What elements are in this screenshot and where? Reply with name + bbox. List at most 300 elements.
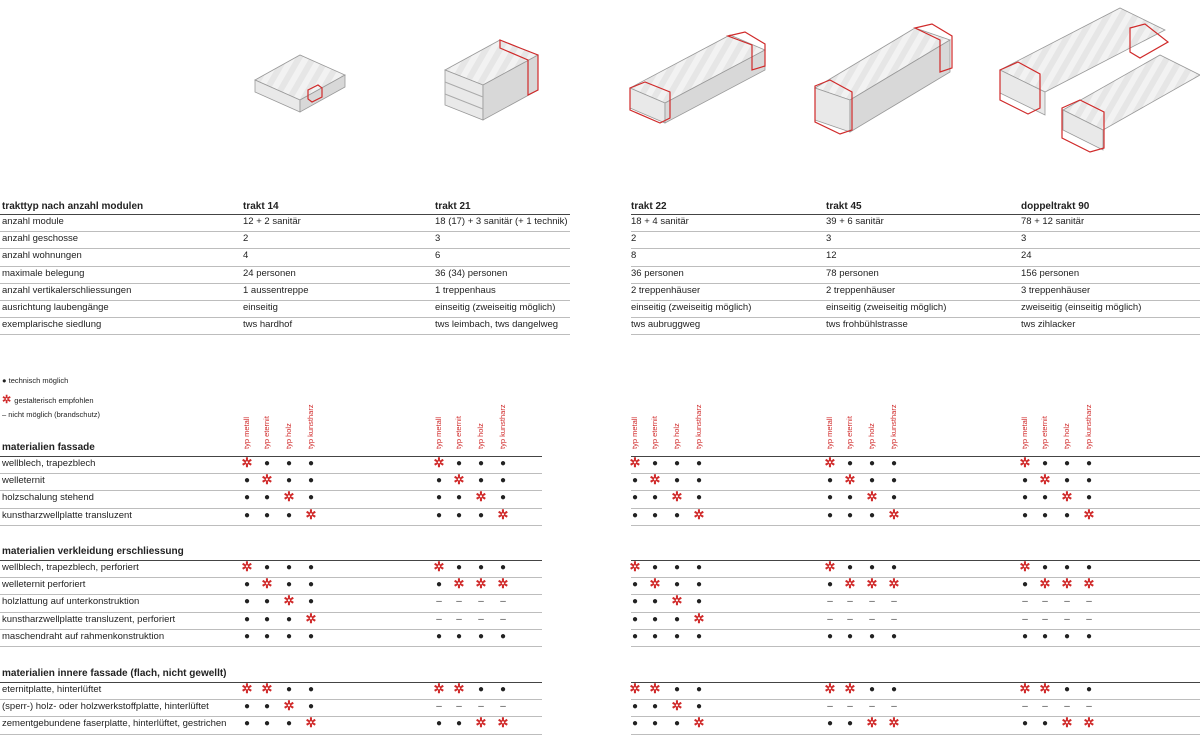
table-cell: tws zihlacker [1021,319,1076,331]
legend-dot: ● technisch möglich [2,376,69,385]
star-icon: ✲ [261,576,273,592]
dash-icon: – [500,613,506,625]
section-rule [0,456,542,457]
row-rule [631,231,1200,232]
dot-icon: ● [1041,718,1049,730]
material-type-label: typ metall [1020,416,1029,449]
dot-icon: ● [1085,458,1093,469]
row-rule [631,317,1200,318]
dot-icon: ● [651,596,659,608]
dot-icon: ● [263,613,271,625]
material-type-label: typ kunstharz [694,404,703,449]
dot-icon: ● [1063,684,1071,695]
star-icon: ✲ [497,715,509,731]
building-illustrations [0,0,1200,180]
table-cell: tws aubruggweg [631,319,701,331]
star-icon: ✲ [693,610,705,626]
dot-icon: ● [631,613,639,625]
dot-icon: ● [695,596,703,608]
table-cell: tws frohbühlstrasse [826,319,908,331]
dash-icon: – [1022,613,1028,625]
trakt-22-drawing [630,32,765,123]
header-rule [0,214,570,215]
dot-icon: ● [1041,509,1049,521]
dot-icon: ● [285,458,293,469]
row-rule [0,300,570,301]
dash-icon: – [1042,701,1048,713]
star-icon: ✲ [453,576,465,592]
dot-icon: ● [826,630,834,642]
dot-icon: ● [1085,562,1093,573]
material-row-label: eternitplatte, hinterlüftet [2,684,102,695]
row-label: exemplarische siedlung [2,319,102,331]
dot-icon: ● [695,630,703,642]
column-heading: doppeltrakt 90 [1021,201,1090,212]
row-rule [631,490,1200,491]
dash-icon: – [1086,701,1092,713]
table-cell: 12 [826,250,837,262]
table-cell: 2 treppenhäuser [826,284,896,296]
material-row-label: welleternit [2,475,45,487]
dash-icon: – [478,613,484,625]
trakt-21-drawing [445,40,538,120]
star-icon: ✲ [305,506,317,522]
dot-icon: ● [263,718,271,730]
table-cell: 39 + 6 sanitär [826,216,884,227]
dot-icon: ● [826,509,834,521]
dot-icon: ● [1021,579,1029,591]
dot-icon: ● [243,613,251,625]
table-cell: 18 + 4 sanitär [631,216,689,227]
dot-icon: ● [890,492,898,504]
table-cell: 12 + 2 sanitär [243,216,301,227]
dot-icon: ● [263,701,271,713]
star-icon: ✲ [283,698,295,714]
dot-icon: ● [1041,458,1049,469]
star-icon: ✲ [1083,506,1095,522]
table-cell: 4 [243,250,249,262]
dot-icon: ● [631,630,639,642]
dash-icon: – [1042,596,1048,608]
dash-icon: – [436,613,442,625]
dot-icon: ● [890,630,898,642]
row-rule [631,699,1200,700]
star-icon: ✲ [888,506,900,522]
dot-icon: ● [435,579,443,591]
dot-icon: ● [673,579,681,591]
row-rule [0,525,542,526]
table-cell: einseitig (zweiseitig möglich) [631,302,752,313]
dot-icon: ● [631,718,639,730]
table-cell: 78 + 12 sanitär [1021,216,1085,227]
dot-icon: ● [499,684,507,695]
row-rule [0,612,542,613]
table-cell: 1 aussentreppe [243,284,309,296]
star-icon: ✲ [305,610,317,626]
table-cell: 24 [1021,250,1032,262]
dash-icon: – [436,701,442,713]
dot-icon: ● [826,718,834,730]
dot-icon: ● [868,684,876,695]
dash-icon: – [500,701,506,713]
dot-icon: ● [673,475,681,487]
section-title: materialien fassade [2,442,95,453]
star-icon: ✲ [2,394,15,406]
material-row-label: wellblech, trapezblech [2,458,96,469]
dot-icon: ● [673,562,681,573]
star-icon: ✲ [629,681,641,696]
dot-icon: ● [435,475,443,487]
dot-icon: ● [499,475,507,487]
dot-icon: ● [1085,684,1093,695]
dash-icon: – [1064,701,1070,713]
material-row-label: holzlattung auf unterkonstruktion [2,596,140,608]
dot-icon: ● [285,630,293,642]
star-icon: ✲ [261,472,273,488]
dot-icon: ● [285,475,293,487]
table-cell: tws leimbach, tws dangelweg [435,319,559,331]
dot-icon: ● [631,509,639,521]
material-row-label: maschendraht auf rahmenkonstruktion [2,630,165,642]
material-type-label: typ eternit [650,416,659,449]
material-row-label: holzschalung stehend [2,492,94,504]
star-icon: ✲ [629,455,641,470]
table-cell: einseitig [243,302,278,313]
dot-icon: ● [631,475,639,487]
material-type-label: typ holz [672,423,681,449]
row-rule [0,594,542,595]
section-rule [631,456,1200,457]
dot-icon: ● [263,630,271,642]
material-type-label: typ holz [1062,423,1071,449]
dot-icon: ● [868,562,876,573]
dot-icon: ● [285,718,293,730]
table-cell: 156 personen [1021,267,1080,279]
dot-icon: ● [651,613,659,625]
dot-icon: ● [1041,562,1049,573]
material-type-label: typ eternit [262,416,271,449]
star-icon: ✲ [261,681,273,696]
star-icon: ✲ [844,472,856,488]
dash-icon: – [1086,613,1092,625]
dot-icon: ● [263,596,271,608]
dot-icon: ● [695,562,703,573]
row-rule [631,473,1200,474]
material-row-label: kunstharzwellplatte transluzent, perforiert [2,613,176,625]
row-rule [631,266,1200,267]
material-type-label: typ kunstharz [498,404,507,449]
dot-icon: ● [826,579,834,591]
table-cell: 1 treppenhaus [435,284,496,296]
dot-icon: ● [631,701,639,713]
dot-icon: ● [307,562,315,573]
dot-icon: ● [477,684,485,695]
dot-icon: ● [1021,509,1029,521]
row-rule [631,577,1200,578]
section-title: materialien innere fassade (flach, nicht gewellt) [2,668,227,679]
star-icon: ✲ [844,576,856,592]
table-cell: 2 [243,233,249,245]
star-icon: ✲ [1061,715,1073,731]
dash-icon: – [891,596,897,608]
star-icon: ✲ [693,506,705,522]
dot-icon: ● [1041,492,1049,504]
dot-icon: ● [651,701,659,713]
dot-icon: ● [455,630,463,642]
star-icon: ✲ [888,576,900,592]
column-heading: trakt 45 [826,201,862,212]
table-header-label: trakttyp nach anzahl modulen [2,201,144,212]
row-rule [631,334,1200,335]
table-cell: 2 [631,233,637,245]
dot-icon: ● [243,579,251,591]
doppeltrakt-90-drawing [1000,8,1200,152]
star-icon: ✲ [497,576,509,592]
dot-icon: ● [695,684,703,695]
dash-icon: – [847,613,853,625]
star-icon: ✲ [433,455,445,470]
table-cell: 18 (17) + 3 sanitär (+ 1 technik) [435,216,568,227]
dot-icon: ● [673,718,681,730]
row-label: maximale belegung [2,267,85,279]
table-cell: 36 (34) personen [435,267,508,279]
dot-icon: ● [263,458,271,469]
row-rule [0,231,570,232]
dot-icon: ● [1041,630,1049,642]
dot-icon: ● [477,475,485,487]
dot-icon: ● [307,684,315,695]
row-rule [631,629,1200,630]
dot-icon: ● [307,596,315,608]
dot-icon: ● [868,509,876,521]
row-rule [0,716,542,717]
dot-icon: ● [1063,562,1071,573]
dot-icon: ● [651,630,659,642]
dash-icon: – [827,701,833,713]
star-icon: ✲ [241,681,253,696]
dot-icon: ● [499,630,507,642]
dot-icon: ● [1063,475,1071,487]
dot-icon: ● [1063,458,1071,469]
dot-icon: ● [243,701,251,713]
dot-icon: ● [1021,630,1029,642]
row-rule [0,699,542,700]
star-icon: ✲ [1083,715,1095,731]
dot-icon: ● [695,492,703,504]
dot-icon: ● [695,475,703,487]
row-rule [631,594,1200,595]
dot-icon: ● [455,509,463,521]
star-icon: ✲ [305,715,317,731]
row-rule [0,508,542,509]
table-cell: 24 personen [243,267,296,279]
dot-icon: ● [890,475,898,487]
row-rule [631,508,1200,509]
dash-icon: – [847,701,853,713]
star-icon: ✲ [475,576,487,592]
star-icon: ✲ [866,715,878,731]
table-cell: 3 [826,233,832,245]
star-icon: ✲ [649,576,661,592]
dot-icon: ● [695,701,703,713]
star-icon: ✲ [824,455,836,470]
star-icon: ✲ [475,489,487,505]
row-rule [631,248,1200,249]
dot-icon: ● [307,701,315,713]
dash-icon: – [456,613,462,625]
star-icon: ✲ [671,698,683,714]
dash-icon: – [1086,596,1092,608]
dot-icon: ● [826,492,834,504]
row-rule [0,283,570,284]
dash-icon: – [456,701,462,713]
dot-icon: ● [868,475,876,487]
dot-icon: ● [455,458,463,469]
star-icon: ✲ [824,559,836,574]
dot-icon: ● [243,718,251,730]
table-cell: 6 [435,250,441,262]
material-row-label: wellblech, trapezblech, perforiert [2,562,139,573]
material-type-label: typ eternit [1040,416,1049,449]
dot-icon: ● [285,613,293,625]
section-rule [0,560,542,561]
star-icon: ✲ [1039,472,1051,488]
table-cell: einseitig (zweiseitig möglich) [826,302,947,313]
dot-icon: ● [695,458,703,469]
row-rule [631,525,1200,526]
dash-icon: – [456,596,462,608]
dot-icon: ● [673,630,681,642]
star-icon: ✲ [241,455,253,470]
material-type-label: typ eternit [845,416,854,449]
star-icon: ✲ [1061,489,1073,505]
dot-icon: ● [435,509,443,521]
material-type-label: typ holz [476,423,485,449]
dot-icon: ● [307,492,315,504]
row-rule [631,612,1200,613]
header-rule [631,214,1200,215]
dot-icon: ● [1063,630,1071,642]
dot-icon: ● [477,458,485,469]
dot-icon: ● [631,596,639,608]
table-cell: 78 personen [826,267,879,279]
dot-icon: ● [285,562,293,573]
dot-icon: ● [499,458,507,469]
row-rule [0,317,570,318]
dot-icon: ● [477,509,485,521]
dash-icon: – [869,596,875,608]
row-label: anzahl module [2,216,64,227]
table-cell: einseitig (zweiseitig möglich) [435,302,556,313]
dash-icon: – [436,596,442,608]
row-rule [0,734,542,735]
dot-icon: ● [651,562,659,573]
dot-icon: ● [868,458,876,469]
star-icon: ✲ [649,472,661,488]
star-icon: ✲ [629,559,641,574]
material-type-label: typ metall [630,416,639,449]
dot-icon: ● [455,562,463,573]
section-rule [631,682,1200,683]
star-icon: ✲ [1019,455,1031,470]
material-type-label: typ metall [242,416,251,449]
dash-icon: – [827,596,833,608]
dot-icon: ● [673,509,681,521]
dash-icon: – [478,701,484,713]
material-type-label: typ eternit [454,416,463,449]
dot-icon: ● [499,492,507,504]
table-cell: zweiseitig (einseitig möglich) [1021,302,1142,313]
dot-icon: ● [243,509,251,521]
dot-icon: ● [1085,630,1093,642]
dot-icon: ● [651,492,659,504]
material-type-label: typ metall [825,416,834,449]
dot-icon: ● [1021,475,1029,487]
material-type-label: typ holz [284,423,293,449]
row-rule [0,646,542,647]
dot-icon: ● [631,492,639,504]
dot-icon: ● [499,562,507,573]
star-icon: ✲ [453,472,465,488]
dot-icon: ● [1021,718,1029,730]
star-icon: ✲ [453,681,465,696]
dot-icon: ● [868,630,876,642]
star-icon: ✲ [866,489,878,505]
material-row-label: zementgebundene faserplatte, hinterlüftet, gestrichen [2,718,227,730]
star-icon: ✲ [1039,681,1051,696]
table-cell: 36 personen [631,267,684,279]
material-type-label: typ kunstharz [1084,404,1093,449]
dot-icon: ● [243,596,251,608]
row-rule [631,716,1200,717]
dot-icon: ● [455,718,463,730]
dot-icon: ● [243,475,251,487]
dot-icon: ● [846,492,854,504]
star-icon: ✲ [1019,681,1031,696]
dot-icon: ● [890,684,898,695]
dot-icon: ● [435,718,443,730]
material-type-label: typ kunstharz [889,404,898,449]
dot-icon: ● [673,458,681,469]
dash-icon: – [827,613,833,625]
dot-icon: ● [846,458,854,469]
star-icon: ✲ [241,559,253,574]
table-cell: tws hardhof [243,319,293,331]
dot-icon: ● [263,509,271,521]
dot-icon: ● [243,492,251,504]
table-cell: 3 [435,233,441,245]
star-icon: ✲ [1083,576,1095,592]
dot-icon: ● [695,579,703,591]
star-icon: ✲ [888,715,900,731]
dot-icon: ● [673,684,681,695]
dot-icon: ● [1085,475,1093,487]
dash-icon: – [891,613,897,625]
dot-icon: ● [285,509,293,521]
dash-icon: – [869,701,875,713]
dot-icon: ● [846,562,854,573]
table-cell: 2 treppenhäuser [631,284,701,296]
dot-icon: ● [651,509,659,521]
star-icon: ✲ [497,506,509,522]
row-rule [0,490,542,491]
star-icon: ✲ [475,715,487,731]
dot-icon: ● [243,630,251,642]
row-label: ausrichtung laubengänge [2,302,109,313]
row-rule [631,734,1200,735]
dot-icon: ● [651,458,659,469]
dot-icon: ● [263,562,271,573]
